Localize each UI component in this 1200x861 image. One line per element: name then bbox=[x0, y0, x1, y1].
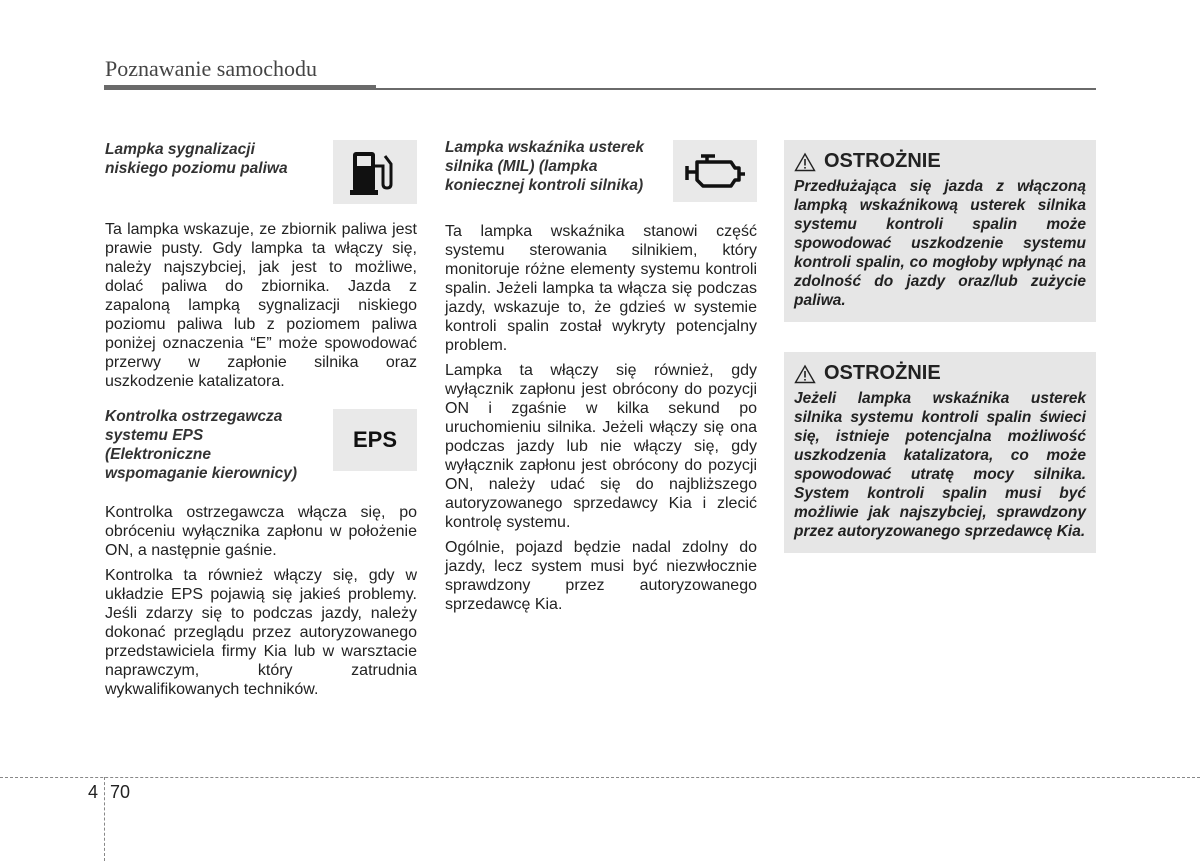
eps-icon bbox=[333, 409, 417, 471]
eps-icon-label: EPS bbox=[352, 427, 398, 452]
mil-paragraph-2: Lampka ta włączy się również, gdy wyłącznik zapłonu jest obrócony do pozycji ON i zgaśnie w kilka sekund po uruchomieniu silnika. Jeżeli włączy się ona podczas jazdy lub nie włączy się, gdy wyłącznik zapłonu jest obrócony do pozycji ON, należy udać się do najbliższego autoryzowanego sprzedawcy Kia i zlecić kontrolę systemu. bbox=[445, 362, 757, 531]
caution-text: Przedłużająca się jazda z włączoną lampką wskaźnikową usterek silnika systemu kontroli spalin może spowodować uszkodzenie systemu kontroli spalin, co mogłoby wpłynąć na zdolność do jazdy oraz/lub zużycie paliwa. bbox=[794, 178, 1086, 309]
mil-paragraph-1: Ta lampka wskaźnika stanowi część systemu sterowania silnikiem, który monitoruje różne elementy systemu kontroli spalin. Jeżeli lampka ta włącza się podczas jazdy, wskazuje to, że gdzieś w systemie kontroli spalin został wykryty potencjalny problem. bbox=[445, 223, 757, 354]
footer-divider bbox=[0, 777, 1200, 778]
heading-line: wspomaganie kierownicy) bbox=[105, 465, 298, 482]
heading-line: silnika (MIL) (lampka bbox=[445, 158, 598, 175]
caution-box-2 bbox=[784, 352, 1096, 553]
heading-line: systemu EPS bbox=[105, 427, 204, 444]
warning-triangle-icon bbox=[794, 152, 816, 172]
caution-title bbox=[794, 362, 1086, 385]
header-rule-thin bbox=[376, 88, 1096, 90]
caution-text: Jeżeli lampka wskaźnika usterek silnika systemu kontroli spalin świeci się, istnieje potencjalna możliwość uszkodzenia katalizatora, co może spowodować utratę mocy silnika. System kontroli spalin musi być możliwie jak najszybciej, sprawdzony przez autoryzowanego sprzedawcę Kia. bbox=[794, 390, 1086, 540]
column-middle bbox=[445, 138, 757, 620]
eps-paragraph-2: Kontrolka ta również włączy się, gdy w układzie EPS pojawią się jakieś problemy. Jeśli zdarzy się to podczas jazdy, należy dokonać przeglądu przez autoryzowanego przedstawiciela firmy Kia lub w warsztacie naprawczym, który zatrudnia wykwalifikowanych techników. bbox=[105, 567, 417, 698]
fuel-paragraph: Ta lampka wskazuje, ze zbiornik paliwa jest prawie pusty. Gdy lampka ta włączy się, należy najszybciej, jak jest to możliwe, dolać paliwa do zbiornika. Jazda z zapaloną lampką sygnalizacji niskiego poziomu paliwa lub z poziomem paliwa poniżej oznaczenia “E” może spowodować przerwy w zapłonie silnika oraz uszkodzenie katalizatora. bbox=[105, 221, 417, 390]
heading-line: koniecznej kontroli silnika) bbox=[445, 177, 644, 194]
heading-line: Lampka wskaźnika usterek bbox=[445, 139, 645, 156]
chapter-number: 4 bbox=[88, 782, 99, 802]
mil-paragraph-3: Ogólnie, pojazd będzie nadal zdolny do jazdy, lecz system musi być niezwłocznie sprawdzony przez autoryzowanego sprzedawcę Kia. bbox=[445, 539, 757, 613]
header-rule bbox=[104, 85, 376, 90]
heading-line: niskiego poziomu paliwa bbox=[105, 160, 288, 177]
warning-triangle-icon bbox=[794, 364, 816, 384]
heading-line: Kontrolka ostrzegawcza bbox=[105, 408, 283, 425]
eps-paragraph-1: Kontrolka ostrzegawcza włącza się, po obróceniu wyłącznika zapłonu w położenie ON, a następnie gaśnie. bbox=[105, 504, 417, 559]
fuel-pump-icon bbox=[333, 140, 417, 204]
caution-box-1 bbox=[784, 140, 1096, 322]
page-number: 70 bbox=[110, 782, 131, 802]
caution-title-text: OSTROŻNIE bbox=[824, 150, 941, 172]
page-header-title: Poznawanie samochodu bbox=[105, 56, 317, 81]
caution-title-text: OSTROŻNIE bbox=[824, 362, 941, 384]
heading-line: Lampka sygnalizacji bbox=[105, 141, 255, 158]
column-right bbox=[784, 140, 1096, 583]
check-engine-icon bbox=[673, 140, 757, 202]
heading-line: (Elektroniczne bbox=[105, 446, 211, 463]
caution-title bbox=[794, 150, 1086, 173]
footer-vertical-divider bbox=[104, 777, 105, 861]
column-left bbox=[105, 138, 417, 705]
